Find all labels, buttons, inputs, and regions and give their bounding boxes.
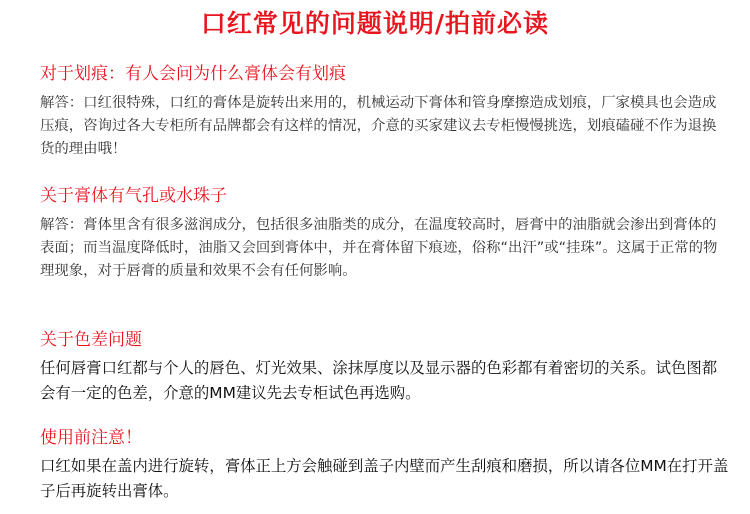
section-heading-color-difference: 关于色差问题 [40, 330, 142, 350]
section-body-color-difference: 任何唇膏口红都与个人的唇色、灯光效果、涂抹厚度以及显示器的色彩都有着密切的关系。试色图都会有一定的色差，介意的MM建议先去专柜试色再选购。 [40, 359, 718, 402]
section-body-usage-notice: 口红如果在盖内进行旋转，膏体正上方会触碰到盖子内壁而产生刮痕和磨损，所以请各位MM在打开盖子后再旋转出膏体。 [40, 457, 729, 500]
section-heading-bubbles: 关于膏体有气孔或水珠子 [40, 186, 227, 206]
section-body-bubbles: 解答：膏体里含有很多滋润成分，包括很多油脂类的成分，在温度较高时，唇膏中的油脂就会渗出到膏体的表面；而当温度降低时，油脂又会回到膏体中，并在膏体留下痕迹，俗称“出汗”或“挂珠”。这属于正常的物理现象，对于唇膏的质量和效果不会有任何影响。 [40, 217, 718, 279]
section-usage-notice [40, 426, 730, 504]
section-bubbles [40, 184, 730, 283]
section-scratches [40, 62, 730, 161]
section-body-scratches: 解答：口红很特殊，口红的膏体是旋转出来用的，机械运动下膏体和管身摩擦造成划痕，厂家模具也会造成压痕，咨询过各大专柜所有品牌都会有这样的情况，介意的买家建议去专柜慢慢挑选，划痕磕碰不作为退换货的理由哦！ [40, 95, 717, 157]
page-title: 口红常见的问题说明/拍前必读 [200, 9, 550, 38]
section-color-difference [40, 328, 730, 406]
section-heading-scratches: 对于划痕：有人会问为什么膏体会有划痕 [40, 64, 346, 84]
section-heading-usage-notice: 使用前注意！ [40, 428, 142, 448]
